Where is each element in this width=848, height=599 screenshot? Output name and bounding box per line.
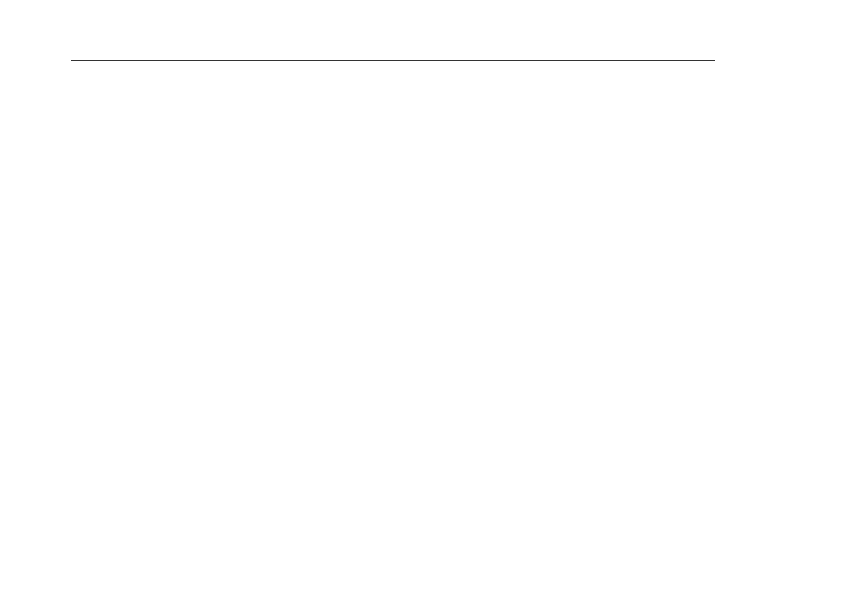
subject-write-line[interactable] bbox=[71, 60, 715, 61]
